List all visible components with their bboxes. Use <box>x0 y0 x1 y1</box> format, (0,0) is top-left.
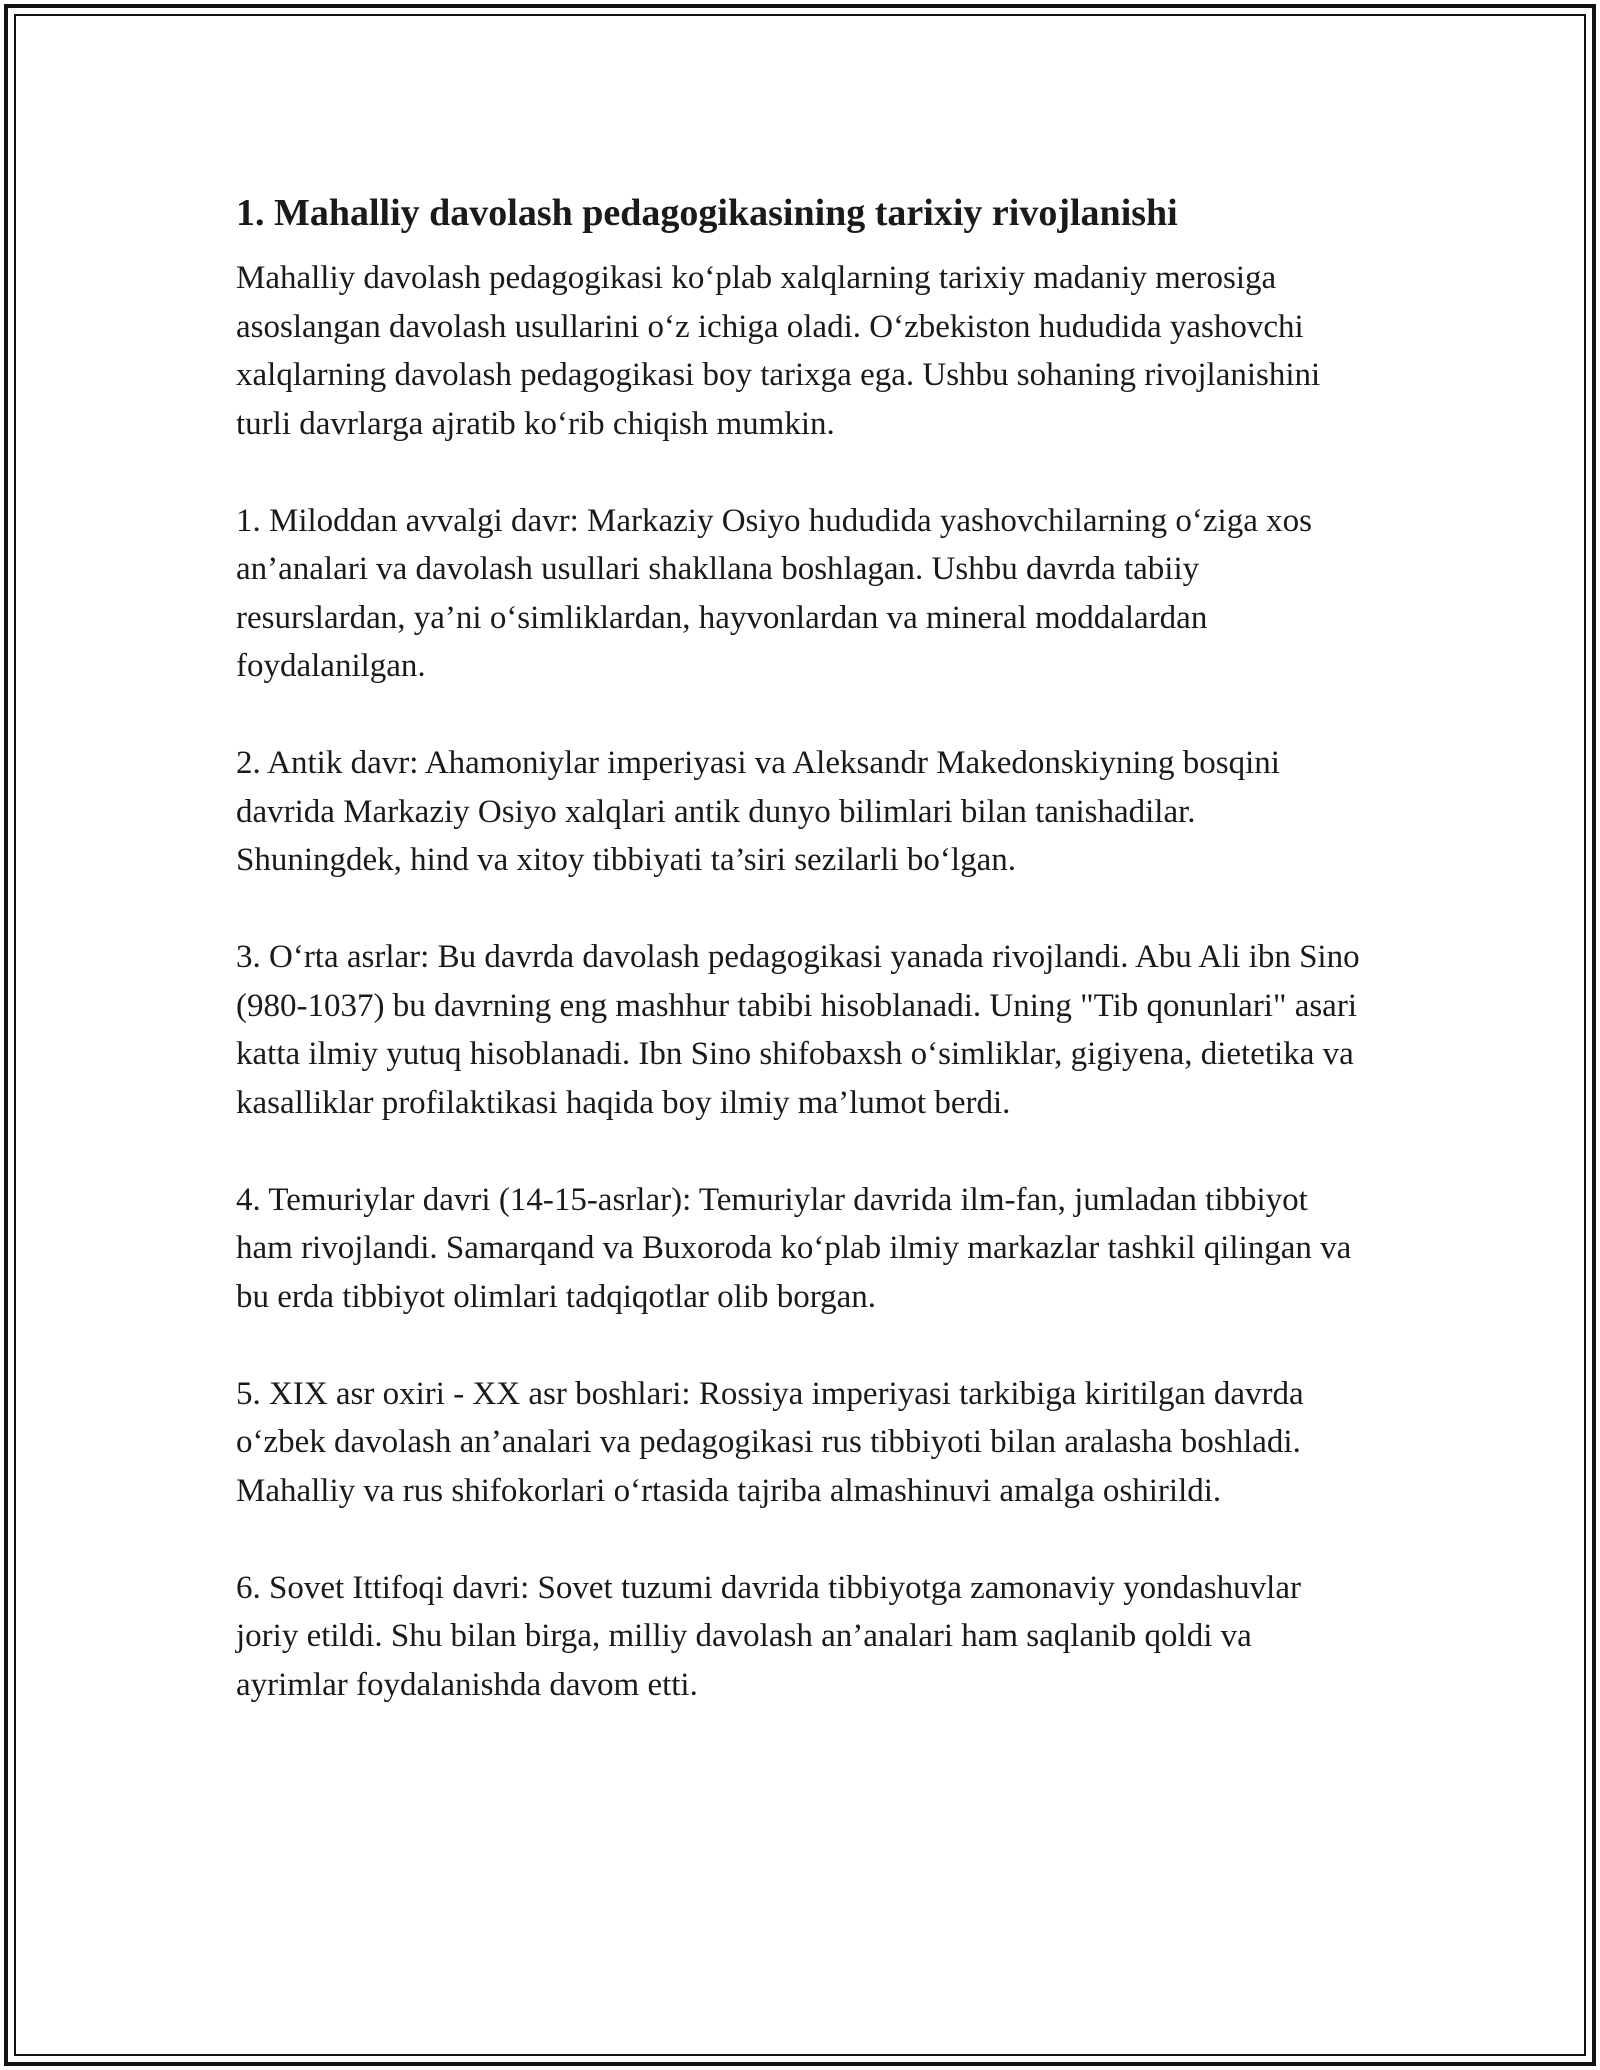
document-body <box>236 186 1366 1758</box>
paragraph-period-4: 4. Temuriylar davri (14-15-asrlar): Temuriylar davrida ilm-fan, jumladan tibbiyot ham rivojlandi. Samarqand va Buxoroda koʻplab ilmiy markazlar tashkil qilingan va bu erda tibbiyot olimlari tadqiqotlar olib borgan. <box>236 1181 1352 1315</box>
paragraph-period-2: 2. Antik davr: Ahamoniylar imperiyasi va Aleksandr Makedonskiyning bosqini davrida Markaziy Osiyo xalqlari antik dunyo bilimlari bilan tanishadilar. Shuningdek, hind va xitoy tibbiyati ta’siri sezilarli boʻlgan. <box>236 745 1280 878</box>
paragraph-period-3: 3. Oʻrta asrlar: Bu davrda davolash pedagogikasi yanada rivojlandi. Abu Ali ibn Sino (980-1037) bu davrning eng mashhur tabibi hisoblanadi. Uning "Tib qonunlari" asari katta ilmiy yutuq hisoblanadi. Ibn Sino shifobaxsh oʻsimliklar, gigiyena, dietetika va kasalliklar profilaktikasi haqida boy ilmiy ma’lumot berdi. <box>236 939 1360 1121</box>
document-title: 1. Mahalliy davolash pedagogikasining tarixiy rivojlanishi <box>236 192 1178 234</box>
paragraph-period-1: 1. Miloddan avvalgi davr: Markaziy Osiyo hududida yashovchilarning oʻziga xos an’analari va davolash usullari shakllana boshlagan. Ushbu davrda tabiiy resurslardan, ya’ni oʻsimliklardan, hayvonlardan va mineral moddalardan foydalanilgan. <box>236 502 1312 684</box>
intro-paragraph: Mahalliy davolash pedagogikasi koʻplab xalqlarning tarixiy madaniy merosiga asoslangan davolash usullarini oʻz ichiga oladi. Oʻzbekiston hududida yashovchi xalqlarning davolash pedagogikasi boy tarixga ega. Ushbu sohaning rivojlanishini turli davrlarga ajratib koʻrib chiqish mumkin. <box>236 260 1321 442</box>
paragraph-period-5: 5. XIX asr oxiri - XX asr boshlari: Rossiya imperiyasi tarkibiga kiritilgan davrda oʻzbek davolash an’analari va pedagogikasi rus tibbiyoti bilan aralasha boshladi. Mahalliy va rus shifokorlari oʻrtasida tajriba almashinuvi amalga oshirildi. <box>236 1375 1304 1509</box>
paragraph-period-6: 6. Sovet Ittifoqi davri: Sovet tuzumi davrida tibbiyotga zamonaviy yondashuvlar joriy etildi. Shu bilan birga, milliy davolash an’analari ham saqlanib qoldi va ayrimlar foydalanishda davom etti. <box>236 1569 1301 1703</box>
